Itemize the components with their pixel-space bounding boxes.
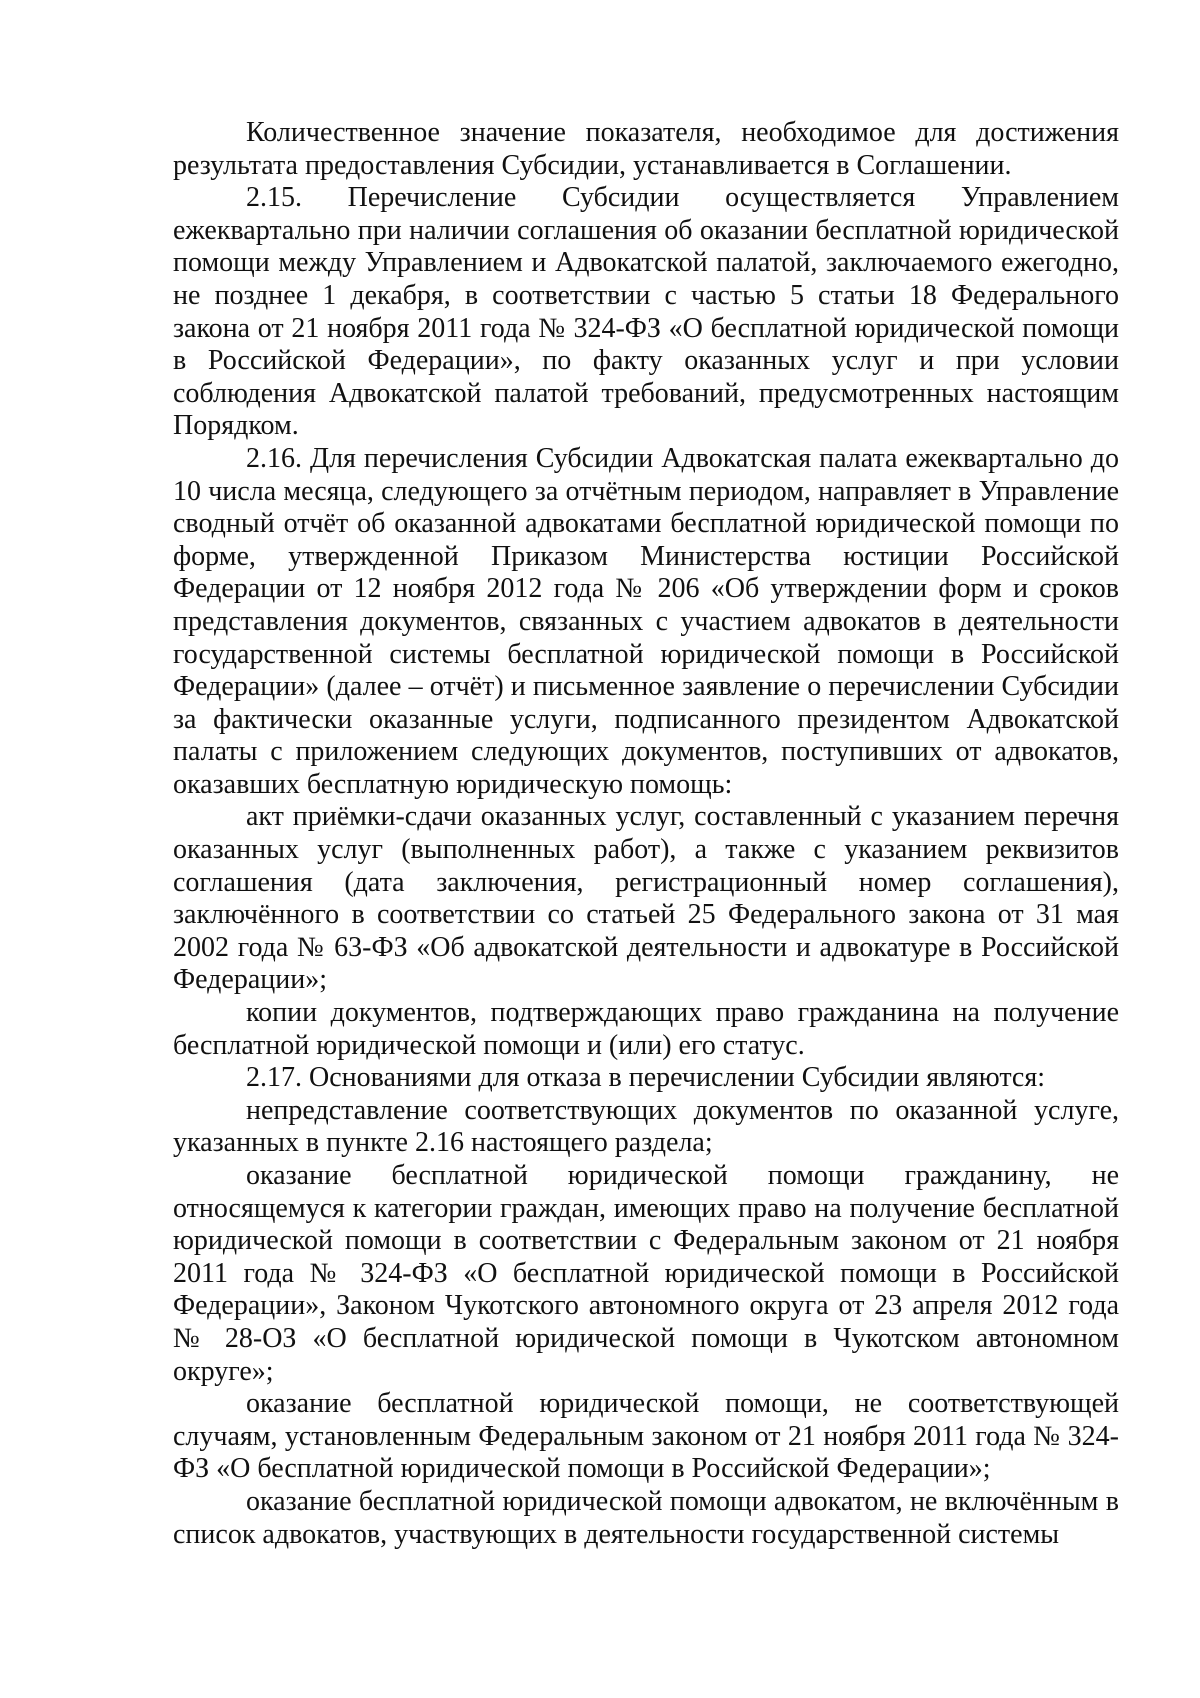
document-body (173, 117, 1119, 1551)
paragraph-indicator-value: Количественное значение показателя, необходимое для достижения результата предоставления Субсидии, устанавливается в Соглашении. (173, 117, 1119, 181)
paragraph-document-copies: копии документов, подтверждающих право гражданина на получение бесплатной юридической помощи и (или) его статус. (173, 997, 1119, 1061)
paragraph-unlisted-advocate: оказание бесплатной юридической помощи адвокатом, не включённым в список адвокатов, участвующих в деятельности государственной системы (173, 1485, 1119, 1550)
paragraph-non-conforming-case: оказание бесплатной юридической помощи, не соответствующей случаям, установленным Федеральным законом от 21 ноября 2011 года № 324-ФЗ «О бесплатной юридической помощи в Российской Федерации»; (173, 1388, 1119, 1485)
paragraph-2-16: 2.16. Для перечисления Субсидии Адвокатская палата ежеквартально до 10 числа месяца, следующего за отчётным периодом, направляет в Управление сводный отчёт об оказанной адвокатами бесплатной юридической помощи по форме, утвержденной Приказом Министерства юстиции Российской Федерации от 12 ноября 2012 года № 206 «Об утверждении форм и сроков представления документов, связанных с участием адвокатов в деятельности государственной системы бесплатной юридической помощи в Российской Федерации» (далее – отчёт) и письменное заявление о перечислении Субсидии за фактически оказанные услуги, подписанного президентом Адвокатской палаты с приложением следующих документов, поступивших от адвокатов, оказавших бесплатную юридическую помощь: (173, 442, 1119, 800)
paragraph-2-17: 2.17. Основаниями для отказа в перечислении Субсидии являются: (246, 1062, 1046, 1094)
paragraph-acceptance-act: акт приёмки-сдачи оказанных услуг, составленный с указанием перечня оказанных услуг (выполненных работ), а также с указанием реквизитов соглашения (дата заключения, регистрационный номер соглашения), заключённого в соответствии со статьей 25 Федерального закона от 31 мая 2002 года № 63-ФЗ «Об адвокатской деятельности и адвокатуре в Российской Федерации»; (173, 801, 1119, 996)
paragraph-non-submission: непредставление соответствующих документов по оказанной услуге, указанных в пункте 2.16 настоящего раздела; (173, 1094, 1119, 1159)
paragraph-ineligible-citizen: оказание бесплатной юридической помощи гражданину, не относящемуся к категории граждан, имеющих право на получение бесплатной юридической помощи в соответствии с Федеральным законом от 21 ноября 2011 года № 324-ФЗ «О бесплатной юридической помощи в Российской Федерации», Законом Чукотского автономного округа от 23 апреля 2012 года № 28-ОЗ «О бесплатной юридической помощи в Чукотском автономном округе»; (173, 1160, 1119, 1387)
paragraph-2-15: 2.15. Перечисление Субсидии осуществляется Управлением ежеквартально при наличии соглашения об оказании бесплатной юридической помощи между Управлением и Адвокатской палатой, заключаемого ежегодно, не позднее 1 декабря, в соответствии с частью 5 статьи 18 Федерального закона от 21 ноября 2011 года № 324-ФЗ «О бесплатной юридической помощи в Российской Федерации», по факту оказанных услуг и при условии соблюдения Адвокатской палатой требований, предусмотренных настоящим Порядком. (173, 182, 1119, 442)
